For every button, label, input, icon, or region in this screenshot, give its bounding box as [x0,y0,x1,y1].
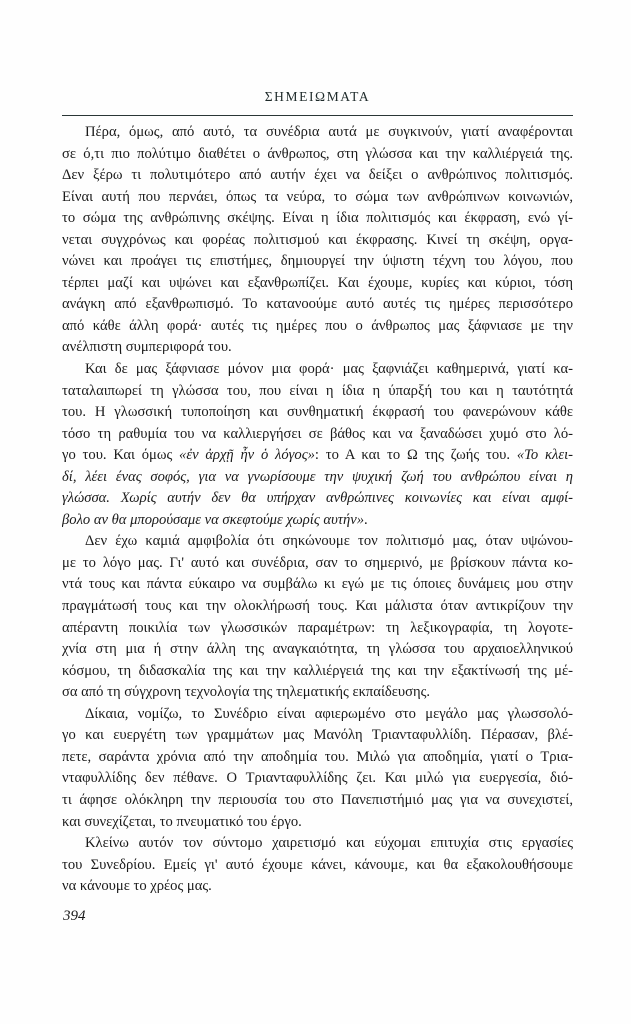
text-line [62,704,573,726]
text-segment: από κάθε άλλη φορά· αυτές τις ημέρες που ο άνθρωπος μας ξάφνιασε με την [62,317,573,334]
text-segment: χνία στη μια ή στην άλλη της αναγκαιότητα, τη γλώσσα του αρχαιοελληνικού [62,641,573,658]
text-line [62,316,573,338]
text-segment: του. Η γλωσσική τυποποίηση και συνθηματική έκφρασή του φανερώνουν κάθε [62,404,573,421]
text-line [62,337,573,359]
text-line [62,381,573,403]
text-segment: γο του. Και όμως [62,447,180,464]
text-line [62,488,573,510]
text-segment: ταταλαιπωρεί τη γλώσσα του, που είναι η ίδια η ύπαρξή του και η ταυτότητά [62,382,573,399]
text-line [62,876,573,898]
text-line [62,208,573,230]
text-line [62,639,573,661]
running-head: ΣΗΜΕΙΩΜΑΤΑ [264,89,371,104]
text-line [62,682,573,704]
text-line [62,747,573,769]
text-segment: νεται συγχρόνως και φορέας πολιτισμού και έκφρασης. Κινεί τη σκέψη, οργα- [62,231,573,248]
text-segment: γο και ευεργέτη των γραμμάτων μας Μανόλη Τριανταφυλλίδη. Πέρασαν, βλέ- [62,727,573,744]
text-segment: το σώμα της ανθρώπινης σκέψης. Είναι η ίδια πολιτισμός και έκφραση, ενώ γί- [62,210,573,227]
text-segment: Είναι αυτή που περνάει, όπως τα νεύρα, το σώμα των ανθρώπινων κοινωνιών, [62,188,573,205]
text-line [62,855,573,877]
text-segment: σα από τη σύγχρονη τεχνολογία της τηλεματικής εκπαίδευσης. [62,684,431,701]
text-line [62,273,573,295]
italic-quote-segment: γλώσσα. Χωρίς αυτήν δεν θα υπήρχαν ανθρώπινες κοινωνίες και είναι αμφί- [62,490,573,507]
text-segment: τέρπει μαζί και υψώνει και εξανθρωπίζει. Και έχουμε, κυρίες και κύριοι, τόση [62,274,573,291]
text-segment: απέραντη ποικιλία των γλωσσικών παραμέτρων: τη λεξικογραφία, τη λογοτε- [62,619,573,636]
italic-quote-segment: βολο αν θα μπορούσαμε να σκεφτούμε χωρίς αυτήν» [62,511,365,528]
text-segment: : το Α και το Ω της ζωής του. [314,447,517,464]
text-line [62,445,573,467]
page-number: 394 [63,908,86,924]
text-segment: . [364,511,368,528]
text-segment: Δίκαια, νομίζω, το Συνέδριο είναι αφιερωμένο στο μεγάλο μας γλωσσολό- [85,705,573,722]
italic-quote-segment: «Το κλει- [516,447,573,464]
text-line [62,467,573,489]
text-line [62,725,573,747]
text-segment: νώνει και προάγει τις επιστήμες, δημιουργεί την ύψιστη τέχνη του λόγου, που [62,253,573,270]
text-segment: τι άφησε ολόκληρη την περιουσία του στο Πανεπιστήμιό μας για να συνεχιστεί, [62,791,573,808]
text-segment: ανάγκη από εξανθρωπισμό. Το κατανοούμε αυτό αυτές τις ημέρες περισσότερο [62,296,573,313]
text-line [62,596,573,618]
header-rule [62,115,573,116]
text-segment: να κάνουμε το χρέος μας. [62,878,212,895]
text-line [62,424,573,446]
text-segment: ανέλπιστη συμπεριφορά του. [62,339,232,356]
text-line [62,618,573,640]
text-line [62,812,573,834]
text-line [62,122,573,144]
text-segment: με το λόγο μας. Γι' αυτό και συνέδρια, σαν το σημερινό, με βρίσκουν πάντα κο- [62,554,573,571]
text-line [62,144,573,166]
text-line [62,251,573,273]
text-line [62,165,573,187]
text-line [62,294,573,316]
text-line [62,661,573,683]
text-segment: νταφυλλίδης δεν πέθανε. Ο Τριανταφυλλίδης ζει. Και μιλώ για ευεργεσία, διό- [62,770,573,787]
text-segment: Και δε μας ξάφνιασε μόνον μια φορά· μας ξαφνιάζει καθημερινά, γιατί κα- [85,361,573,378]
text-segment: του Συνεδρίου. Εμείς γι' αυτό έχουμε κάνει, κάνουμε, και θα εξακολουθήσουμε [62,856,573,873]
text-segment: πετε, σαράντα χρόνια από την αποδημία του. Μιλώ για αποδημία, γιατί ο Τρια- [62,748,573,765]
text-segment: Πέρα, όμως, από αυτό, τα συνέδρια αυτά με συγκινούν, γιατί αναφέρονται [85,124,573,140]
text-segment: τόσο τη ραθυμία του να καλλιεργήσει σε βάθος και να ξαναδώσει χυμό στο λό- [62,425,573,442]
text-segment: και συνεχίζεται, το πνευματικό του έργο. [62,813,302,830]
text-line [62,768,573,790]
text-line [62,510,573,532]
text-line [62,230,573,252]
text-segment: κόσμου, τη διδασκαλία της και την καλλιέργειά της και την εξακτίνωσή της μέ- [62,662,573,679]
text-segment: ντά τους και πάντα εύκαιρο να συμβάλω κι εγώ με τις όποιες δυνάμεις μου στην [62,576,573,593]
text-segment: πραγμάτωσή τους και την ολοκλήρωσή τους. Και μάλιστα όταν αντικρίζουν την [62,598,573,615]
text-segment: Δεν ξέρω τι πολυτιμότερο από αυτήν έχει να δείξει ο ανθρώπινος πολιτισμός. [62,167,573,184]
text-segment: σε ό,τι πιο πολύτιμο διαθέτει ο άνθρωπος, στη γλώσσα και την καλλιέργειά της. [62,145,573,162]
text-line [62,833,573,855]
italic-quote-segment: «ἐν ἀρχῇ ἦν ὁ λόγος» [179,447,315,464]
italic-quote-segment: δί, λέει ένας σοφός, για να γνωρίσουμε την ψυχική ζωή του ανθρώπου είναι η [62,468,573,485]
text-segment: Δεν έχω καμιά αμφιβολία ότι σηκώνουμε τον πολιτισμό μας, όταν υψώνου- [85,533,573,550]
text-line [62,402,573,424]
text-segment: Κλείνω αυτόν τον σύντομο χαιρετισμό και εύχομαι επιτυχία στις εργασίες [85,835,573,852]
text-line [62,553,573,575]
text-line [62,574,573,596]
text-line [62,187,573,209]
text-line [62,531,573,553]
text-line [62,359,573,381]
text-line [62,790,573,812]
body-text [62,122,573,898]
